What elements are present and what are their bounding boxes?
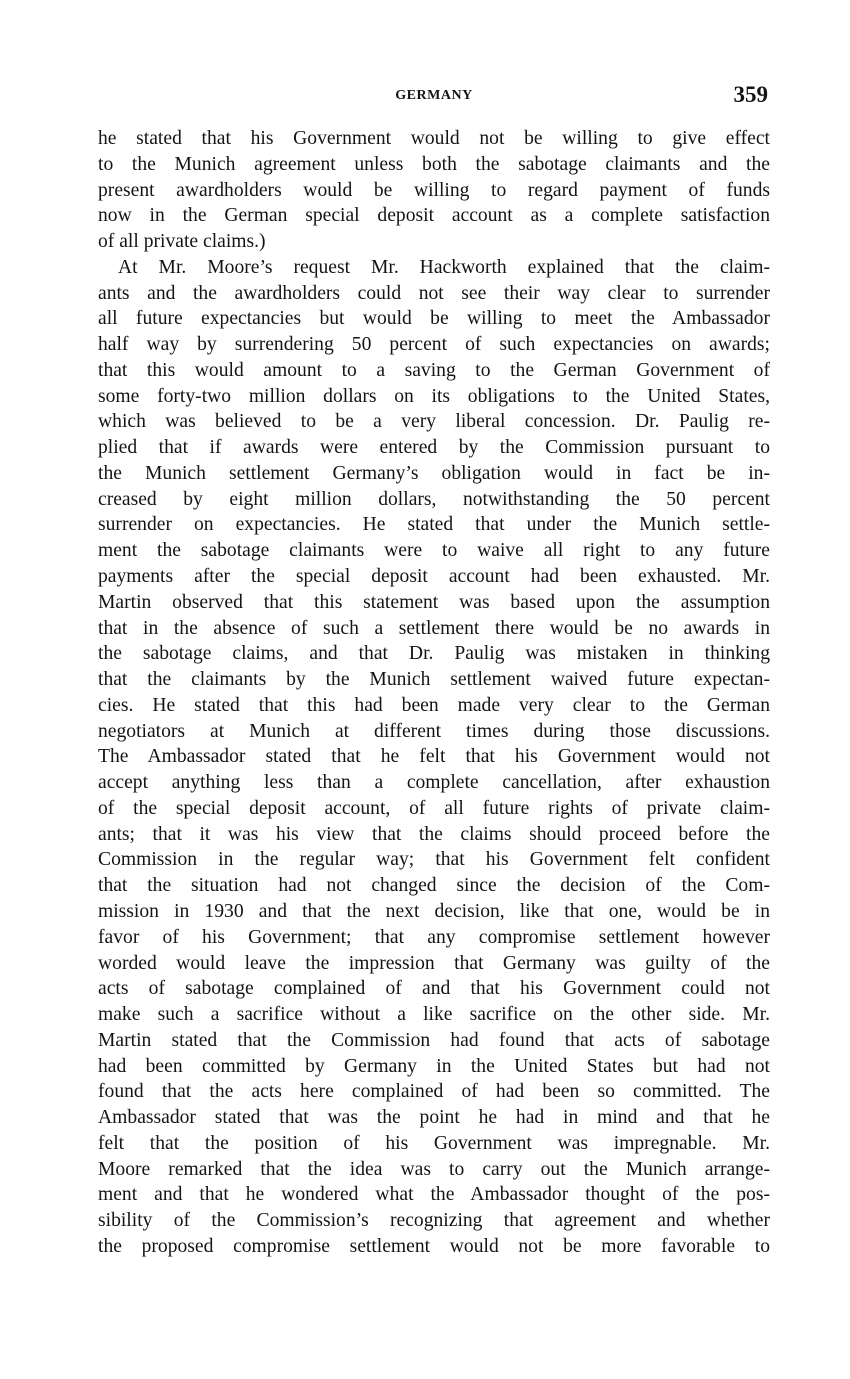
text-line: the Munich settlement Germany’s obligation would in fact be in- — [98, 462, 770, 484]
text-line: had been committed by Germany in the United States but had not — [98, 1055, 770, 1077]
text-line: mission in 1930 and that the next decision, like that one, would be in — [98, 900, 770, 922]
text-line: of the special deposit account, of all future rights of private claim- — [98, 797, 770, 819]
text-line: surrender on expectancies. He stated that under the Munich settle- — [98, 514, 770, 536]
text-line: sibility of the Commission’s recognizing that agreement and whether — [98, 1210, 770, 1232]
text-line: acts of sabotage complained of and that his Government could not — [98, 978, 770, 1000]
text-line: half way by surrendering 50 percent of such expectancies on awards; — [98, 334, 770, 356]
text-line: all future expectancies but would be willing to meet the Ambassador — [98, 308, 770, 330]
text-line: Ambassador stated that was the point he had in mind and that he — [98, 1107, 770, 1129]
text-line: some forty-two million dollars on its obligations to the United States, — [98, 385, 770, 407]
text-line: that this would amount to a saving to the German Government of — [98, 359, 770, 381]
text-line: Martin stated that the Commission had found that acts of sabotage — [98, 1029, 770, 1051]
text-line: Moore remarked that the idea was to carry out the Munich arrange- — [98, 1158, 770, 1180]
text-line: Martin observed that this statement was based upon the assumption — [98, 591, 770, 613]
text-line: that the situation had not changed since the decision of the Com- — [98, 875, 770, 897]
text-line: ment and that he wondered what the Ambassador thought of the pos- — [98, 1184, 770, 1206]
page-header — [98, 82, 770, 112]
text-line: cies. He stated that this had been made very clear to the German — [98, 694, 770, 716]
text-line: of all private claims.) — [98, 231, 266, 253]
text-line: felt that the position of his Government was impregnable. Mr. — [98, 1132, 770, 1154]
text-line: ment the sabotage claimants were to waive all right to any future — [98, 540, 770, 562]
text-line: ants and the awardholders could not see their way clear to surrender — [98, 282, 770, 304]
text-line: he stated that his Government would not be willing to give effect — [98, 128, 770, 149]
text-line: worded would leave the impression that Germany was guilty of the — [98, 952, 770, 974]
text-line: present awardholders would be willing to regard payment of funds — [98, 179, 770, 201]
text-line: accept anything less than a complete cancellation, after exhaustion — [98, 772, 770, 794]
text-line: favor of his Government; that any compromise settlement however — [98, 926, 770, 948]
text-line: payments after the special deposit account had been exhausted. Mr. — [98, 566, 770, 588]
text-line: make such a sacrifice without a like sacrifice on the other side. Mr. — [98, 1004, 770, 1026]
body-text — [98, 126, 770, 1260]
text-line: that in the absence of such a settlement there would be no awards in — [98, 617, 770, 639]
page-number: 359 — [733, 82, 768, 107]
text-line: negotiators at Munich at different times during those discussions. — [98, 720, 770, 742]
text-line: Commission in the regular way; that his Government felt confident — [98, 849, 770, 871]
text-line: now in the German special deposit account as a complete satisfaction — [98, 205, 770, 227]
text-line: to the Munich agreement unless both the sabotage claimants and the — [98, 153, 770, 175]
text-line: The Ambassador stated that he felt that his Government would not — [98, 746, 770, 768]
text-line: found that the acts here complained of had been so committed. The — [98, 1081, 770, 1103]
running-title: GERMANY — [395, 88, 473, 103]
text-line: the proposed compromise settlement would not be more favorable to — [98, 1235, 770, 1257]
text-line: the sabotage claims, and that Dr. Paulig was mistaken in thinking — [98, 643, 770, 665]
text-line: which was believed to be a very liberal concession. Dr. Paulig re- — [98, 411, 770, 433]
text-line: ants; that it was his view that the claims should proceed before the — [98, 823, 770, 845]
text-line: creased by eight million dollars, notwithstanding the 50 percent — [98, 488, 770, 510]
text-line: At Mr. Moore’s request Mr. Hackworth explained that the claim- — [118, 256, 770, 278]
text-line: that the claimants by the Munich settlement waived future expectan- — [98, 669, 770, 691]
text-line: plied that if awards were entered by the Commission pursuant to — [98, 437, 770, 459]
